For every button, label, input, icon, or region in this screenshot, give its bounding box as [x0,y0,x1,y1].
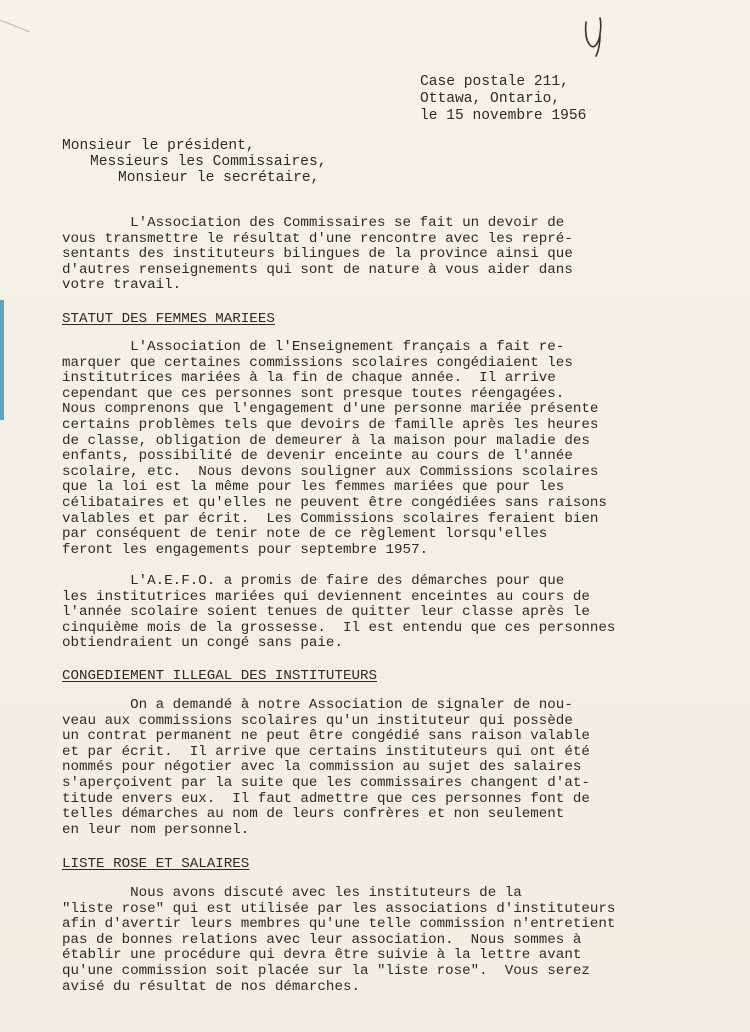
text-line: telles démarches au nom de leurs confrères et non seulement [62,806,565,823]
text-line: "liste rose" qui est utilisée par les associations d'instituteurs [62,900,616,917]
text-line: les institutrices mariées qui deviennent enceintes au cours de [62,588,590,605]
section-heading-statut: STATUT DES FEMMES MARIEES [62,311,275,327]
text-line: nommés pour négotier avec la commission au sujet des salaires [62,759,582,776]
text-line: L'Association de l'Enseignement français a fait re- [62,339,565,355]
text-line: d'autres renseignements qui sont de nature à vous aider dans [62,261,573,278]
text-line: L'Association des Commissaires se fait un devoir de [62,215,565,231]
text-line: certains problèmes tels que devoirs de famille après les heures [62,416,599,433]
text-line: valables et par écrit. Les Commissions scolaires feraient bien [62,510,599,527]
text-line: veau aux commissions scolaires qu'un instituteur qui possède [62,712,573,729]
text-line: qu'une commission soit placée sur la "liste rose". Vous serez [62,962,590,979]
text-line: On a demandé à notre Association de signaler de nou- [62,697,573,713]
text-line: titude envers eux. Il faut admettre que ces personnes font de [62,790,590,807]
text-line: s'aperçoivent par la suite que les commissaires changent d'at- [62,774,590,791]
section-heading-congediement: CONGEDIEMENT ILLEGAL DES INSTITUTEURS [62,668,378,684]
text-line: institutrices mariées à la fin de chaque année. Il arrive [62,370,556,387]
text-line: afin d'avertir leurs membres qu'une telle commission n'entretient [62,916,616,933]
text-line: en leur nom personnel. [62,821,250,838]
salutation-line: Monsieur le secrétaire, [118,170,320,186]
text-line: et par écrit. Il arrive que certains instituteurs qui ont été [62,743,590,760]
text-line: avisé du résultat de nos démarches. [62,978,360,995]
text-line: établir une procédure qui devra être suivie à la lettre avant [62,947,582,964]
paragraph-statut-1 [62,340,672,558]
text-line: pas de bonnes relations avec leur association. Nous sommes à [62,931,582,948]
text-line: obtiendraient un congé sans paie. [62,635,343,652]
text-line: de classe, obligation de demeurer à la maison pour maladie des [62,432,590,449]
intro-paragraph [62,216,672,294]
salutation-line: Monsieur le président, [62,138,255,154]
text-line: sentants des instituteurs bilingues de la province ainsi que [62,246,573,263]
salutation [62,138,326,186]
text-line: cinquième mois de la grossesse. Il est entendu que ces personnes [62,619,616,636]
text-line: L'A.E.F.O. a promis de faire des démarches pour que [62,573,565,589]
paragraph-statut-2 [62,574,672,652]
text-line: votre travail. [62,277,182,294]
text-line: vous transmettre le résultat d'une rencontre avec les repré- [62,230,573,247]
text-line: marquer que certaines commissions scolaires congédiaient les [62,354,573,371]
section-heading-liste-rose: LISTE ROSE ET SALAIRES [62,856,250,872]
text-line: Nous comprenons que l'engagement d'une personne mariée présente [62,401,599,418]
corner-fold [0,0,37,33]
salutation-line: Messieurs les Commissaires, [90,154,327,170]
text-line: Nous avons discuté avec les instituteurs de la [62,885,522,901]
text-line: enfants, possibilité de devenir enceinte au cours de l'année [62,448,573,465]
text-line: un contrat permanent ne peut être congédié sans raison valable [62,728,590,745]
text-line: scolaire, etc. Nous devons souligner aux Commissions scolaires [62,463,599,480]
paragraph-congediement [62,698,672,838]
page-edge-mark [0,300,4,420]
text-line: l'année scolaire soient tenues de quitter leur classe après le [62,604,590,621]
address-line: Case postale 211, [420,74,569,90]
address-date: le 15 novembre 1956 [420,108,587,124]
text-line: que la loi est la même pour les femmes mariées que pour les [62,479,565,496]
text-line: feront les engagements pour septembre 1957. [62,541,429,558]
text-line: par conséquent de tenir note de ce règlement lorsqu'elles [62,526,548,543]
sender-address [420,74,586,125]
text-line: célibataires et qu'elles ne peuvent être congédiées sans raisons [62,494,607,511]
handwritten-check-mark [583,16,605,58]
address-line: Ottawa, Ontario, [420,91,561,107]
text-line: cependant que ces personnes sont presque toutes réengagées. [62,385,565,402]
paragraph-liste-rose [62,886,672,995]
